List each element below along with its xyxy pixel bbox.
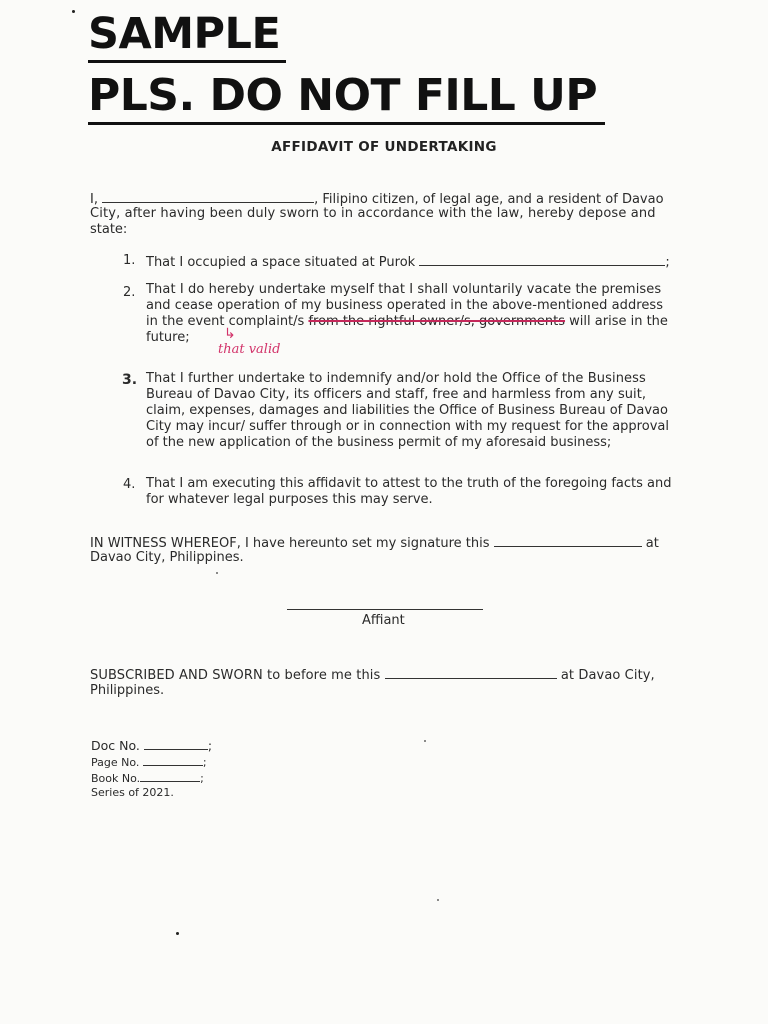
witness-terminator: at [645, 536, 659, 551]
doc-no-row [91, 737, 212, 754]
item-1-number: 1. [123, 253, 136, 268]
item-2-text-b: will arise in the [569, 314, 668, 329]
intro-line-3: state: [90, 222, 128, 237]
intro-prefix: I, [90, 192, 98, 207]
sworn-date-blank[interactable] [385, 666, 557, 679]
affiant-label: Affiant [362, 613, 405, 628]
intro-line-2: City, after having been duly sworn to in accordance with the law, hereby depose and [90, 206, 656, 221]
page-no-blank[interactable] [143, 753, 203, 766]
name-blank[interactable] [102, 190, 314, 203]
item-2-line-1: That I do hereby undertake myself that I shall voluntarily vacate the premises [146, 282, 662, 297]
item-1-line-1 [146, 253, 670, 271]
item-3-line-1: That I further undertake to indemnify and/or hold the Office of the Business [146, 371, 646, 386]
subscribed-line-1 [90, 666, 655, 684]
scan-speck [437, 899, 439, 901]
page-no-label: Page No. [91, 756, 140, 769]
scan-speck [72, 10, 75, 13]
book-no-label: Book No. [91, 772, 141, 785]
item-1-text: That I occupied a space situated at Purok [146, 255, 416, 270]
item-4-number: 4. [123, 477, 136, 492]
item-4-line-2: for whatever legal purposes this may serve. [146, 492, 433, 507]
witness-line-2: Davao City, Philippines. [90, 550, 244, 565]
series-row: Series of 2021. [91, 786, 174, 799]
signature-date-blank[interactable] [494, 534, 642, 547]
book-no-blank[interactable] [140, 769, 200, 782]
insert-caret-icon: ↳ [224, 326, 236, 342]
scan-speck [424, 740, 426, 742]
do-not-fill-banner: PLS. DO NOT FILL UP [88, 70, 605, 125]
subscribed-terminator: at Davao City, [560, 668, 655, 683]
item-4-line-1: That I am executing this affidavit to attest to the truth of the foregoing facts and [146, 476, 672, 491]
item-3-line-4: City may incur/ suffer through or in connection with my request for the approval [146, 419, 669, 434]
subscribed-line-2: Philippines. [90, 683, 165, 698]
witness-text: IN WITNESS WHEREOF, I have hereunto set my signature this [90, 536, 490, 551]
item-3-line-2: Bureau of Davao City, its officers and staff, free and harmless from any suit, [146, 387, 647, 402]
item-3-line-3: claim, expenses, damages and liabilities the Office of Business Bureau of Davao [146, 403, 668, 418]
handwritten-insert: that valid [218, 342, 281, 357]
item-2-text-a: in the event complaint/s [146, 314, 305, 329]
doc-no-terminator: ; [207, 738, 213, 753]
doc-no-label: Doc No. [91, 738, 140, 753]
struck-text: from the rightful owner/s, governments [308, 314, 566, 329]
item-1-terminator: ; [665, 255, 670, 270]
intro-text-1: , Filipino citizen, of legal age, and a resident of Davao [314, 192, 664, 207]
page-no-terminator: ; [202, 756, 207, 769]
scan-speck [176, 932, 179, 935]
subscribed-text: SUBSCRIBED AND SWORN to before me this [90, 668, 381, 683]
document-title: AFFIDAVIT OF UNDERTAKING [271, 139, 497, 155]
affiant-signature-line[interactable] [287, 609, 483, 610]
book-no-terminator: ; [200, 772, 204, 785]
item-2-number: 2. [123, 285, 136, 300]
item-3-line-5: of the new application of the business permit of my aforesaid business; [146, 435, 612, 450]
item-2-line-2: and cease operation of my business operated in the above-mentioned address [146, 298, 664, 313]
sample-banner: SAMPLE [88, 8, 286, 63]
item-2-line-4: future; [146, 330, 190, 345]
item-3-number: 3. [122, 372, 138, 388]
doc-no-blank[interactable] [144, 737, 208, 750]
purok-blank[interactable] [419, 253, 665, 266]
scan-speck [216, 572, 218, 574]
